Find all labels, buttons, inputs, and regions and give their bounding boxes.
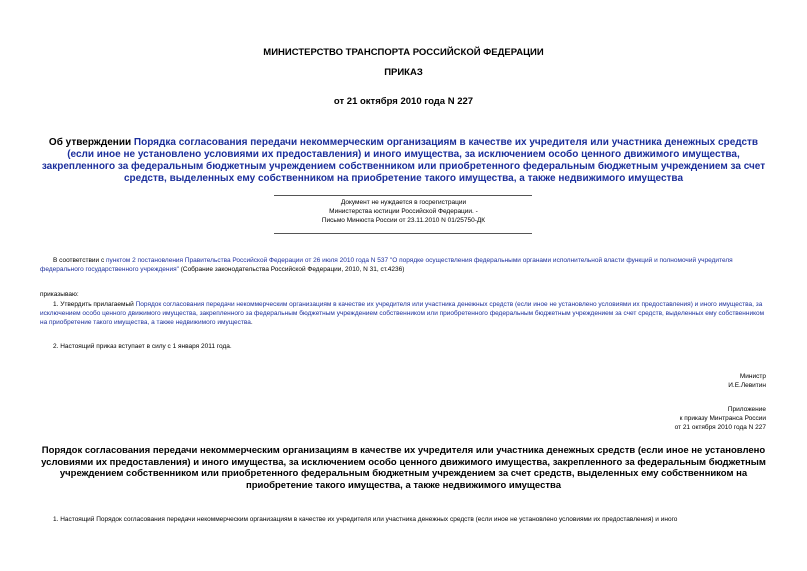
order-heading: ПРИКАЗ <box>384 67 423 78</box>
order-title-prefix: Об утверждении <box>48 137 134 148</box>
note-top-divider <box>274 195 532 196</box>
preamble-link[interactable]: пунктом 2 постановления Правительства Российской Федерации от 26 июля 2010 года N 537 "О порядке осуществления федеральными органами исполнительной власти функций и полномочий учредителя федерального государственного учреждения" <box>40 257 733 273</box>
appendix-line1: Приложение <box>727 406 766 413</box>
procedure-title: Порядок согласования передачи некоммерческим организациям в качестве их учредителя или участника денежных средств (если иное не установлено условиями их предоставления) и иного имущества, за исключением особо ценного движимого имущества, закрепленного за федеральным бюджетным учреждением собственником или приобретенного федеральным бюджетным учреждением за счет средств, выделенных ему собственником на приобретение такого имущества, а также недвижимого имущества <box>41 445 766 491</box>
appendix-block <box>675 405 766 432</box>
signature-name: И.Е.Левитин <box>728 382 766 389</box>
item2-paragraph: 2. Настоящий приказ вступает в силу с 1 января 2011 года. <box>53 343 232 350</box>
signature-position: Министр <box>739 373 766 380</box>
order-word: приказываю: <box>40 291 79 298</box>
item1-paragraph <box>40 300 772 327</box>
item1-text-start: 1. Утвердить прилагаемый <box>53 301 136 308</box>
procedure-paragraph-1: 1. Настоящий Порядок согласования передачи некоммерческим организациям в качестве их учредителя или участника денежных средств (если иное не установлено условиями их предоставления) и иного <box>53 516 678 523</box>
appendix-line3: от 21 октября 2010 года N 227 <box>674 424 766 431</box>
ministry-heading: МИНИСТЕРСТВО ТРАНСПОРТА РОССИЙСКОЙ ФЕДЕРАЦИИ <box>263 47 544 58</box>
signature-block <box>728 372 766 390</box>
registration-note <box>0 198 807 225</box>
order-title-link[interactable]: Порядка согласования передачи некоммерческим организациям в качестве их учредителя или участника денежных средств (если иное не установлено условиями их предоставления) и иного имущества, за исключением особо ценного движимого имущества, закрепленного за федеральным бюджетным учреждением собственником или приобретенного федеральным бюджетным учреждением за счет средств, выделенных ему собственником на приобретение такого имущества, а также недвижимого имущества <box>41 137 766 184</box>
appendix-line2: к приказу Минтранса России <box>679 415 766 422</box>
item1-link[interactable]: Порядок согласования передачи некоммерческим организациям в качестве их учредителя или участника денежных средств (если иное не установлено условиями их предоставления) и иного имущества, за исключением особо ценного движимого имущества, закрепленного за федеральным бюджетным учреждением собственником или приобретенного федеральным бюджетным учреждением за счет средств, выделенных ему собственником на приобретение такого имущества, а также недвижимого имущества <box>40 301 765 326</box>
preamble-text-start: В соответствии с <box>53 257 107 264</box>
order-date-number: от 21 октября 2010 года N 227 <box>333 96 474 107</box>
registration-note-line2: Министерства юстиции Российской Федерации. - <box>329 208 478 215</box>
registration-note-line3: Письмо Минюста России от 23.11.2010 N 01/25750-ДК <box>321 217 486 224</box>
preamble-paragraph <box>40 256 772 274</box>
registration-note-line1: Документ не нуждается в госрегистрации <box>340 199 467 206</box>
preamble-text-end: (Собрание законодательства Российской Федерации, 2010, N 31, ст.4236) <box>178 266 405 273</box>
note-bottom-divider <box>274 233 532 234</box>
order-title <box>40 137 767 185</box>
item1-text-end: . <box>250 319 253 326</box>
